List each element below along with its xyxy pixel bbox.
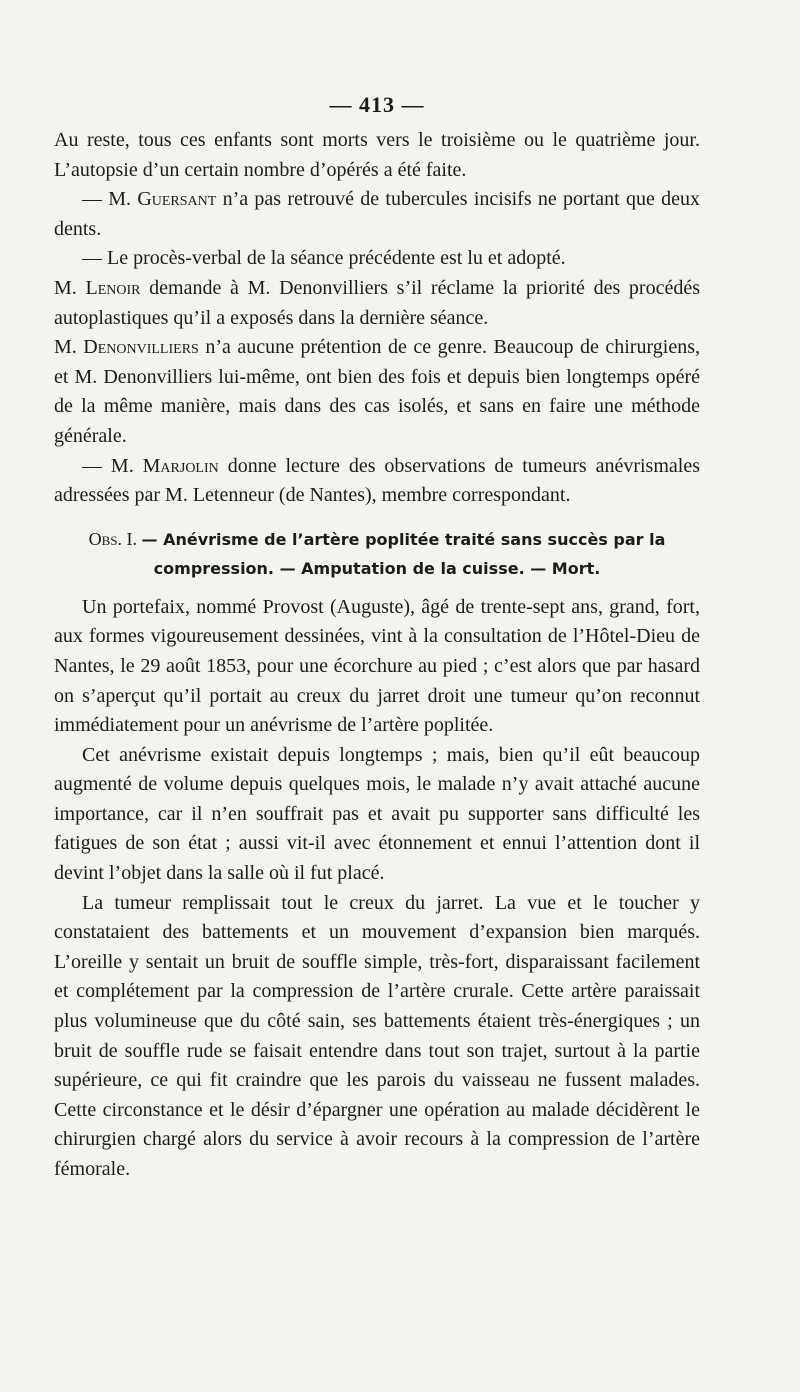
paragraph-text: n’a aucune prétention de ce genre. Beaucoup de chirurgiens, et M. Denonvilliers lui-même, ont bien des fois et depuis bien longtemps opéré de la même manière, mais dans des cas isolés, et sans en faire une méthode générale. <box>54 336 700 447</box>
observation-heading <box>54 525 700 583</box>
observation-title-2: compression. — Amputation de la cuisse. — Mort. <box>153 558 601 578</box>
paragraph-autopsy: Au reste, tous ces enfants sont morts vers le troisième ou le quatrième jour. L’autopsie d’un certain nombre d’opérés a été faite. <box>54 129 700 181</box>
paragraph-text: donne lecture des observations de tumeurs anévrismales adressées par M. Letenneur (de Nantes), membre correspondant. <box>54 454 700 507</box>
observation-heading-line-2 <box>54 554 700 583</box>
prefix: — M. <box>82 188 138 211</box>
observation-title-1: — Anévrisme de l’artère poplitée traité sans succès par la <box>141 529 666 549</box>
prefix: M. <box>54 276 86 299</box>
page <box>54 92 700 1185</box>
prefix: — M. <box>82 454 143 477</box>
paragraph-text: n’a pas retrouvé de tubercules incisifs ne portant que deux dents. <box>54 188 700 240</box>
paragraph-provost: Un portefaix, nommé Provost (Auguste), âgé de trente-sept ans, grand, fort, aux formes vigoureusement dessinées, vint à la consultation de l’Hôtel-Dieu de Nantes, le 29 août 1853, pour une écorchure au pied ; c’est alors que par hasard on s’aperçut qu’il portait au creux du jarret droit une tumeur qu’on reconnut immédiatement pour un anévrisme de l’artère poplitée. <box>54 595 700 737</box>
page-number: — 413 — <box>329 92 425 117</box>
observation-label: Obs. I. <box>88 528 138 549</box>
prefix: M. <box>54 336 84 359</box>
paragraph-lenoir <box>54 274 700 333</box>
paragraph-guersant <box>54 185 700 244</box>
paragraph-tumeur: La tumeur remplissait tout le creux du jarret. La vue et le toucher y constataient des battements et un mouvement d’expansion bien marqués. L’oreille y sentait un bruit de souffle simple, très-fort, disparaissant facilement et complétement par la compression de l’artère crurale. Cette artère paraissait plus volumineuse que du côté sain, ses battements étaient très-énergiques ; un bruit de souffle rude se faisait entendre dans tout son trajet, surtout à la partie supérieure, ce qui fit craindre que les parois du vaisseau ne fussent malades. Cette circonstance et le désir d’épargner une opération au malade décidèrent le chirurgien chargé alors du service à avoir recours à la compression de l’artère fémorale. <box>54 891 700 1180</box>
observation-heading-line-1 <box>54 525 700 554</box>
paragraph-marjolin <box>54 452 700 511</box>
speaker-name: Guersant <box>137 188 217 211</box>
speaker-name: Marjolin <box>142 454 219 477</box>
speaker-name: Lenoir <box>85 276 141 299</box>
paragraph-proces-verbal: — Le procès-verbal de la séance précédente est lu et adopté. <box>82 247 566 270</box>
paragraph-text: demande à M. Denonvilliers s’il réclame la priorité des procédés autoplastiques qu’il a exposés dans la dernière séance. <box>54 276 700 329</box>
speaker-name: Denonvilliers <box>83 336 199 359</box>
paragraph-anevrisme: Cet anévrisme existait depuis longtemps ; mais, bien qu’il eût beaucoup augmenté de volume depuis quelques mois, le malade n’y avait attaché aucune importance, car il n’en souffrait pas et avait pu supporter sans difficulté les fatigues de son état ; aussi vit-il avec étonnement et ennui l’attention dont il devint l’objet dans la salle où il fut placé. <box>54 743 700 885</box>
paragraph-denonvilliers <box>54 333 700 451</box>
